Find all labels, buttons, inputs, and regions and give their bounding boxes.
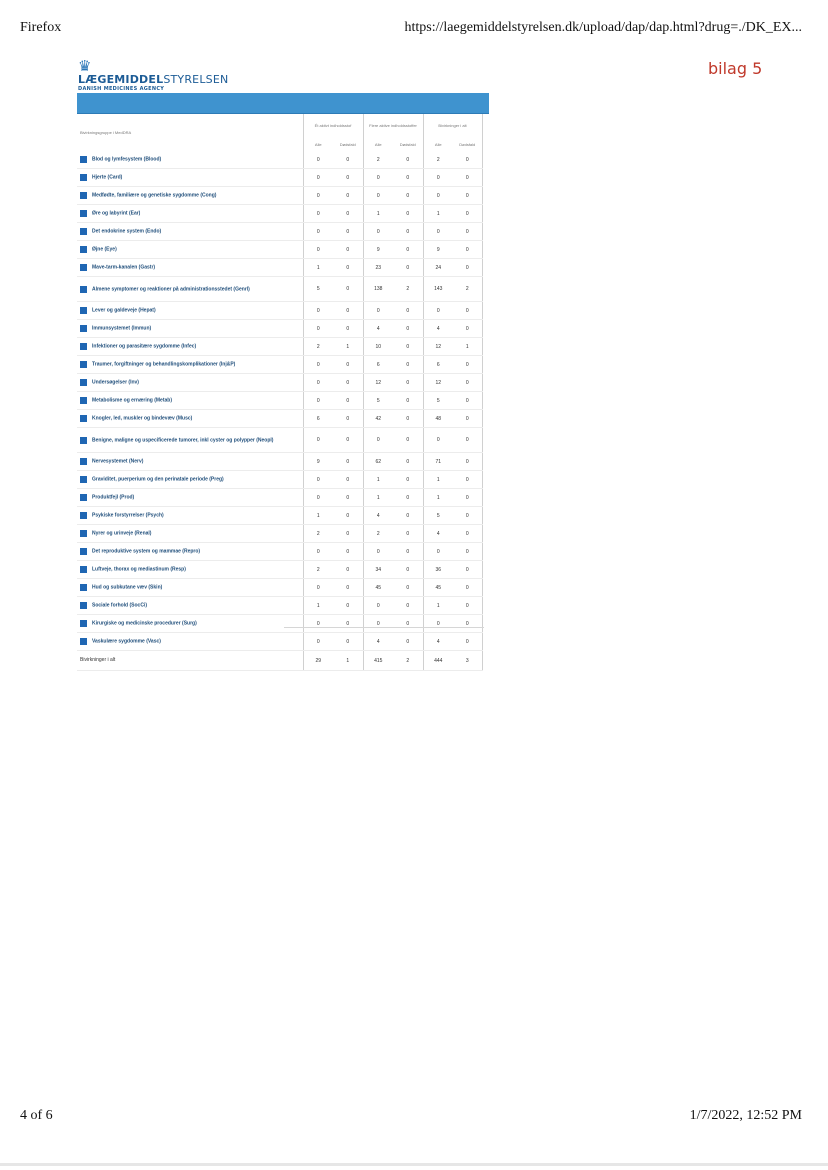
annotation-label: bilag 5 <box>708 59 763 78</box>
cell-value: 0 <box>333 356 363 374</box>
category-square-icon <box>80 156 87 163</box>
cell-value: 9 <box>303 453 333 471</box>
cell-value: 0 <box>303 392 333 410</box>
cell-value: 0 <box>453 151 482 169</box>
cell-value: 0 <box>333 453 363 471</box>
table-row <box>77 356 482 374</box>
cell-value: 0 <box>393 187 423 205</box>
cell-value: 0 <box>453 374 482 392</box>
category-square-icon <box>80 638 87 645</box>
category-square-icon <box>80 566 87 573</box>
column-header-single: Ét aktivt indholdsstof <box>303 114 363 137</box>
cell-value: 0 <box>333 507 363 525</box>
cell-value: 4 <box>423 525 453 543</box>
cell-value: 0 <box>303 169 333 187</box>
cell-value: 0 <box>453 428 482 453</box>
cell-value: 0 <box>453 356 482 374</box>
row-label: Vaskulære sygdomme (Vasc) <box>92 638 161 645</box>
table-row <box>77 507 482 525</box>
cell-value: 0 <box>303 633 333 651</box>
cell-value: 42 <box>363 410 393 428</box>
cell-value: 5 <box>303 277 333 302</box>
cell-value: 0 <box>393 392 423 410</box>
table-row <box>77 320 482 338</box>
row-label: Benigne, maligne og uspecificerede tumorer, inkl cyster og polypper (Neopl) <box>92 437 274 443</box>
row-label: Graviditet, puerperium og den perinatale periode (Preg) <box>92 476 224 483</box>
cell-value: 0 <box>333 471 363 489</box>
subheader: Dødsfald <box>399 141 416 147</box>
cell-value: 0 <box>453 507 482 525</box>
cell-value: 2 <box>453 277 482 302</box>
table-row <box>77 579 482 597</box>
cell-value: 0 <box>363 169 393 187</box>
cell-value: 0 <box>423 223 453 241</box>
cell-value: 0 <box>423 543 453 561</box>
cell-value: 23 <box>363 259 393 277</box>
cell-value: 0 <box>393 615 423 633</box>
report-document <box>77 93 489 671</box>
cell-value: 1 <box>303 507 333 525</box>
cell-value: 1 <box>423 489 453 507</box>
agency-name: LÆGEMIDDELSTYRELSEN <box>78 73 229 86</box>
cell-value: 4 <box>363 320 393 338</box>
table-row <box>77 561 482 579</box>
cell-value: 1 <box>333 338 363 356</box>
cell-value: 45 <box>363 579 393 597</box>
table-row <box>77 615 482 633</box>
table-row <box>77 489 482 507</box>
page-counter: 4 of 6 <box>20 1108 53 1123</box>
cell-value: 1 <box>333 651 363 671</box>
cell-value: 0 <box>303 543 333 561</box>
row-label: Bivirkninger i alt <box>80 657 116 664</box>
category-square-icon <box>80 264 87 271</box>
category-square-icon <box>80 325 87 332</box>
cell-value: 36 <box>423 561 453 579</box>
cell-value: 0 <box>453 489 482 507</box>
subheader: Dødsfald <box>453 137 482 151</box>
cell-value: 0 <box>393 525 423 543</box>
table-row <box>77 277 482 302</box>
cell-value: 0 <box>333 320 363 338</box>
cell-value: 0 <box>363 187 393 205</box>
cell-value: 0 <box>453 392 482 410</box>
table-row <box>77 169 482 187</box>
cell-value: 0 <box>393 205 423 223</box>
page-edge <box>0 1163 828 1166</box>
table-row <box>77 597 482 615</box>
cell-value: 0 <box>393 169 423 187</box>
cell-value: 0 <box>393 489 423 507</box>
cell-value: 0 <box>393 597 423 615</box>
cell-value: 0 <box>333 302 363 320</box>
category-square-icon <box>80 530 87 537</box>
cell-value: 0 <box>393 453 423 471</box>
cell-value: 0 <box>393 320 423 338</box>
row-label: Almene symptomer og reaktioner på administrationsstedet (Genrl) <box>92 286 250 292</box>
table-row <box>77 428 482 453</box>
cell-value: 0 <box>393 471 423 489</box>
table-row <box>77 525 482 543</box>
cell-value: 0 <box>423 302 453 320</box>
cell-value: 0 <box>423 169 453 187</box>
cell-value: 0 <box>333 615 363 633</box>
subheader: Alle <box>363 137 393 151</box>
cell-value: 0 <box>453 561 482 579</box>
cell-value: 48 <box>423 410 453 428</box>
agency-subtitle: DANISH MEDICINES AGENCY <box>78 86 165 92</box>
row-label: Lever og galdeveje (Hepat) <box>92 307 156 314</box>
cell-value: 0 <box>333 597 363 615</box>
cell-value: 0 <box>453 471 482 489</box>
column-header-group: Bivirkningsgruppe i MedDRA <box>80 130 132 135</box>
cell-value: 1 <box>423 205 453 223</box>
cell-value: 1 <box>303 597 333 615</box>
cell-value: 0 <box>393 241 423 259</box>
cell-value: 71 <box>423 453 453 471</box>
cell-value: 0 <box>393 428 423 453</box>
cell-value: 3 <box>453 651 482 671</box>
cell-value: 0 <box>333 374 363 392</box>
cell-value: 2 <box>303 561 333 579</box>
cell-value: 138 <box>363 277 393 302</box>
subheader: Alle <box>303 137 333 151</box>
cell-value: 415 <box>363 651 393 671</box>
agency-logo <box>78 60 228 93</box>
cell-value: 34 <box>363 561 393 579</box>
cell-value: 0 <box>453 633 482 651</box>
row-label: Immunsystemet (Immun) <box>92 325 152 332</box>
cell-value: 0 <box>303 302 333 320</box>
table-row <box>77 187 482 205</box>
category-square-icon <box>80 437 87 444</box>
cell-value: 0 <box>333 151 363 169</box>
table-row <box>77 302 482 320</box>
cell-value: 0 <box>453 223 482 241</box>
table-row <box>77 471 482 489</box>
cell-value: 0 <box>453 302 482 320</box>
cell-value: 0 <box>363 615 393 633</box>
column-header-multiple: Flere aktive indholdsstoffer <box>363 114 423 137</box>
cell-value: 0 <box>333 241 363 259</box>
row-label: Produktfejl (Prod) <box>92 494 135 501</box>
table-row <box>77 392 482 410</box>
cell-value: 0 <box>393 633 423 651</box>
cell-value: 0 <box>363 543 393 561</box>
subheader: Dødsfald <box>339 141 356 147</box>
cell-value: 0 <box>303 489 333 507</box>
cell-value: 9 <box>363 241 393 259</box>
cell-value: 2 <box>303 525 333 543</box>
cell-value: 0 <box>333 277 363 302</box>
row-label: Mave-tarm-kanalen (Gastr) <box>92 264 156 271</box>
row-label: Luftveje, thorax og mediastinum (Resp) <box>92 566 186 573</box>
cell-value: 2 <box>393 277 423 302</box>
cell-value: 0 <box>333 525 363 543</box>
cell-value: 0 <box>393 338 423 356</box>
cell-value: 0 <box>393 302 423 320</box>
cell-value: 0 <box>333 543 363 561</box>
cell-value: 1 <box>363 471 393 489</box>
cell-value: 0 <box>303 205 333 223</box>
cell-value: 0 <box>333 579 363 597</box>
cell-value: 45 <box>423 579 453 597</box>
cell-value: 0 <box>393 543 423 561</box>
category-square-icon <box>80 620 87 627</box>
cell-value: 0 <box>363 223 393 241</box>
cell-value: 4 <box>423 320 453 338</box>
cell-value: 0 <box>333 392 363 410</box>
cell-value: 1 <box>363 205 393 223</box>
row-label: Det reproduktive system og mammae (Repro) <box>92 548 201 555</box>
cell-value: 0 <box>363 597 393 615</box>
adverse-reactions-table <box>77 114 483 671</box>
cell-value: 29 <box>303 651 333 671</box>
cell-value: 0 <box>453 259 482 277</box>
cell-value: 0 <box>303 374 333 392</box>
table-row <box>77 543 482 561</box>
table-row <box>77 205 482 223</box>
cell-value: 0 <box>423 428 453 453</box>
table-row <box>77 410 482 428</box>
cell-value: 0 <box>333 561 363 579</box>
cell-value: 0 <box>303 579 333 597</box>
cell-value: 0 <box>393 151 423 169</box>
column-header-total: Bivirkninger i alt <box>423 114 482 137</box>
cell-value: 0 <box>303 471 333 489</box>
category-square-icon <box>80 494 87 501</box>
page-url: https://laegemiddelstyrelsen.dk/upload/dap/dap.html?drug=./DK_EX... <box>404 20 802 35</box>
row-label: Hud og subkutane væv (Skin) <box>92 584 163 591</box>
row-label: Medfødte, familiære og genetiske sygdomme (Cong) <box>92 192 217 199</box>
cell-value: 0 <box>333 489 363 507</box>
cell-value: 0 <box>453 525 482 543</box>
category-square-icon <box>80 286 87 293</box>
table-row <box>77 338 482 356</box>
cell-value: 143 <box>423 277 453 302</box>
cell-value: 6 <box>423 356 453 374</box>
crown-icon: ♛ <box>78 58 92 75</box>
cell-value: 2 <box>393 651 423 671</box>
cell-value: 0 <box>453 597 482 615</box>
cell-value: 0 <box>393 579 423 597</box>
browser-name: Firefox <box>20 20 62 35</box>
cell-value: 10 <box>363 338 393 356</box>
cell-value: 12 <box>423 374 453 392</box>
cell-value: 5 <box>423 507 453 525</box>
row-label: Psykiske forstyrrelser (Psych) <box>92 512 164 519</box>
row-label: Blod og lymfesystem (Blood) <box>92 156 162 163</box>
cell-value: 0 <box>333 428 363 453</box>
cell-value: 0 <box>333 410 363 428</box>
category-square-icon <box>80 584 87 591</box>
cell-value: 4 <box>363 633 393 651</box>
row-label: Nyrer og urinveje (Renal) <box>92 530 152 537</box>
cell-value: 24 <box>423 259 453 277</box>
category-square-icon <box>80 343 87 350</box>
category-square-icon <box>80 379 87 386</box>
cell-value: 62 <box>363 453 393 471</box>
subheader: Alle <box>423 137 453 151</box>
cell-value: 6 <box>363 356 393 374</box>
table-row <box>77 151 482 169</box>
cell-value: 0 <box>333 205 363 223</box>
cell-value: 0 <box>303 187 333 205</box>
cell-value: 0 <box>333 259 363 277</box>
cell-value: 0 <box>453 241 482 259</box>
print-timestamp: 1/7/2022, 12:52 PM <box>689 1108 802 1123</box>
category-square-icon <box>80 476 87 483</box>
category-square-icon <box>80 192 87 199</box>
cell-value: 0 <box>303 356 333 374</box>
cell-value: 4 <box>423 633 453 651</box>
cell-value: 0 <box>303 615 333 633</box>
cell-value: 1 <box>423 597 453 615</box>
cell-value: 0 <box>333 169 363 187</box>
category-square-icon <box>80 307 87 314</box>
cell-value: 1 <box>303 259 333 277</box>
table-row <box>77 374 482 392</box>
row-label: Nervesystemet (Nerv) <box>92 458 144 465</box>
cell-value: 1 <box>363 489 393 507</box>
cell-value: 0 <box>333 633 363 651</box>
cell-value: 0 <box>423 615 453 633</box>
cell-value: 0 <box>393 561 423 579</box>
cell-value: 0 <box>453 543 482 561</box>
row-label: Øre og labyrint (Ear) <box>92 210 141 217</box>
cell-value: 0 <box>453 205 482 223</box>
cell-value: 0 <box>363 302 393 320</box>
cell-value: 2 <box>423 151 453 169</box>
cell-value: 5 <box>423 392 453 410</box>
cell-value: 12 <box>423 338 453 356</box>
cell-value: 0 <box>303 320 333 338</box>
cell-value: 6 <box>303 410 333 428</box>
row-label: Infektioner og parasitære sygdomme (Infec) <box>92 343 197 350</box>
table-row <box>77 241 482 259</box>
cell-value: 0 <box>453 579 482 597</box>
cell-value: 444 <box>423 651 453 671</box>
row-label: Knogler, led, muskler og bindevæv (Musc) <box>92 415 193 422</box>
row-label: Undersøgelser (Inv) <box>92 379 139 386</box>
category-square-icon <box>80 458 87 465</box>
category-square-icon <box>80 415 87 422</box>
category-square-icon <box>80 210 87 217</box>
row-label: Sociale forhold (SocCi) <box>92 602 148 609</box>
row-label: Kirurgiske og medicinske procedurer (Surg) <box>92 620 197 627</box>
category-square-icon <box>80 361 87 368</box>
cell-value: 0 <box>453 453 482 471</box>
cell-value: 0 <box>333 223 363 241</box>
cell-value: 0 <box>453 169 482 187</box>
cell-value: 0 <box>333 187 363 205</box>
cell-value: 0 <box>453 187 482 205</box>
table-row <box>77 223 482 241</box>
table-row <box>77 259 482 277</box>
cell-value: 0 <box>393 223 423 241</box>
cell-value: 0 <box>423 187 453 205</box>
category-square-icon <box>80 246 87 253</box>
cell-value: 2 <box>363 151 393 169</box>
category-square-icon <box>80 512 87 519</box>
row-label: Øjne (Eye) <box>92 246 117 253</box>
cell-value: 12 <box>363 374 393 392</box>
category-square-icon <box>80 548 87 555</box>
cell-value: 1 <box>453 338 482 356</box>
cell-value: 0 <box>363 428 393 453</box>
cell-value: 5 <box>363 392 393 410</box>
cell-value: 0 <box>393 374 423 392</box>
cell-value: 2 <box>303 338 333 356</box>
table-banner <box>77 93 489 114</box>
row-label: Traumer, forgiftninger og behandlingskomplikationer (Inj&P) <box>92 361 236 368</box>
cell-value: 0 <box>453 410 482 428</box>
table-row <box>77 453 482 471</box>
cell-value: 0 <box>393 356 423 374</box>
cell-value: 0 <box>453 320 482 338</box>
category-square-icon <box>80 397 87 404</box>
cell-value: 0 <box>303 223 333 241</box>
category-square-icon <box>80 602 87 609</box>
cell-value: 0 <box>393 259 423 277</box>
total-row <box>77 651 482 671</box>
table-row <box>77 633 482 651</box>
cell-value: 0 <box>393 507 423 525</box>
row-label: Hjerte (Card) <box>92 174 123 181</box>
cell-value: 0 <box>453 615 482 633</box>
category-square-icon <box>80 228 87 235</box>
cell-value: 0 <box>303 241 333 259</box>
divider <box>284 627 484 628</box>
cell-value: 0 <box>303 428 333 453</box>
row-label: Det endokrine system (Endo) <box>92 228 162 235</box>
cell-value: 1 <box>423 471 453 489</box>
row-label: Metabolisme og ernæring (Metab) <box>92 397 173 404</box>
cell-value: 4 <box>363 507 393 525</box>
cell-value: 2 <box>363 525 393 543</box>
cell-value: 9 <box>423 241 453 259</box>
cell-value: 0 <box>303 151 333 169</box>
cell-value: 0 <box>393 410 423 428</box>
category-square-icon <box>80 174 87 181</box>
